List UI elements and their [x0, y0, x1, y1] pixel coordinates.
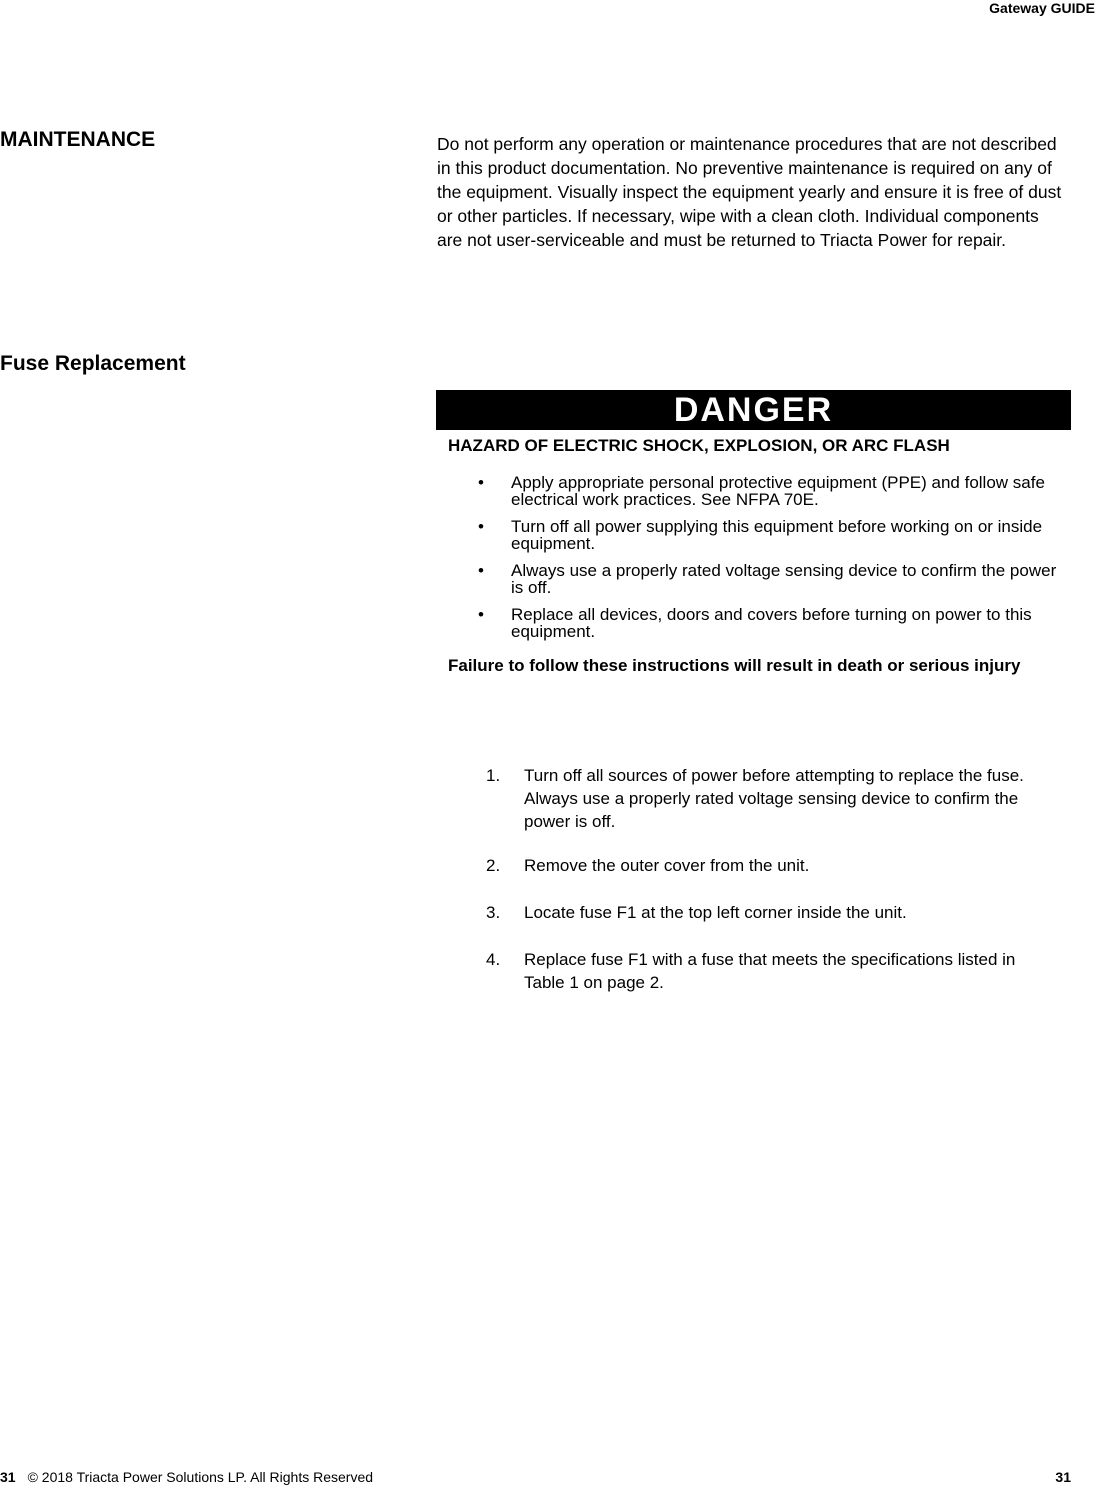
- step-number: 2.: [486, 856, 501, 875]
- step-number: 1.: [486, 766, 501, 785]
- guide-title: Gateway GUIDE: [989, 0, 1095, 16]
- maintenance-heading: MAINTENANCE: [0, 128, 156, 151]
- danger-banner: DANGER: [436, 390, 1071, 430]
- danger-bullet-item: [478, 562, 1063, 596]
- danger-bullet-item: [478, 474, 1063, 508]
- fuse-steps-list: [486, 764, 1026, 994]
- page-number-right: 31: [1055, 1469, 1071, 1485]
- hazard-title: HAZARD OF ELECTRIC SHOCK, EXPLOSION, OR ARC FLASH: [448, 436, 950, 455]
- danger-bullet-text: Replace all devices, doors and covers before turning on power to this equipment.: [511, 605, 1032, 641]
- danger-bullet-item: [478, 606, 1063, 640]
- danger-bullet-text: Always use a properly rated voltage sensing device to confirm the power is off.: [511, 561, 1057, 597]
- danger-bullet-text: Apply appropriate personal protective equipment (PPE) and follow safe electrical work practices. See NFPA 70E.: [511, 473, 1045, 509]
- bullet-icon: •: [478, 561, 484, 580]
- footer: [0, 1469, 373, 1485]
- step-item: [486, 948, 1026, 994]
- step-text: Replace fuse F1 with a fuse that meets the specifications listed in Table 1 on page 2.: [524, 950, 1016, 992]
- maintenance-body: Do not perform any operation or maintenance procedures that are not described in this product documentation. No preventive maintenance is required on any of the equipment. Visually inspect the equipment yearly and ensure it is free of dust or other particles. If necessary, wipe with a clean cloth. Individual components are not user-serviceable and must be returned to Triacta Power for repair.: [437, 134, 1062, 250]
- step-text: Turn off all sources of power before attempting to replace the fuse. Always use a properly rated voltage sensing device to confirm the power is off.: [524, 766, 1024, 831]
- step-number: 3.: [486, 903, 501, 922]
- step-text: Locate fuse F1 at the top left corner inside the unit.: [524, 903, 907, 922]
- step-number: 4.: [486, 950, 501, 969]
- bullet-icon: •: [478, 605, 484, 624]
- bullet-icon: •: [478, 473, 484, 492]
- step-item: [486, 901, 1026, 924]
- step-text: Remove the outer cover from the unit.: [524, 856, 810, 875]
- fuse-replacement-heading: Fuse Replacement: [0, 352, 186, 375]
- step-item: [486, 764, 1026, 834]
- failure-warning: Failure to follow these instructions will result in death or serious injury: [448, 656, 1021, 675]
- danger-bullet-list: [478, 474, 1063, 650]
- page-number-left: 31: [0, 1469, 16, 1485]
- danger-bullet-item: [478, 518, 1063, 552]
- bullet-icon: •: [478, 517, 484, 536]
- step-item: [486, 854, 1026, 877]
- danger-bullet-text: Turn off all power supplying this equipment before working on or inside equipment.: [511, 517, 1043, 553]
- copyright-text: © 2018 Triacta Power Solutions LP. All Rights Reserved: [27, 1469, 374, 1485]
